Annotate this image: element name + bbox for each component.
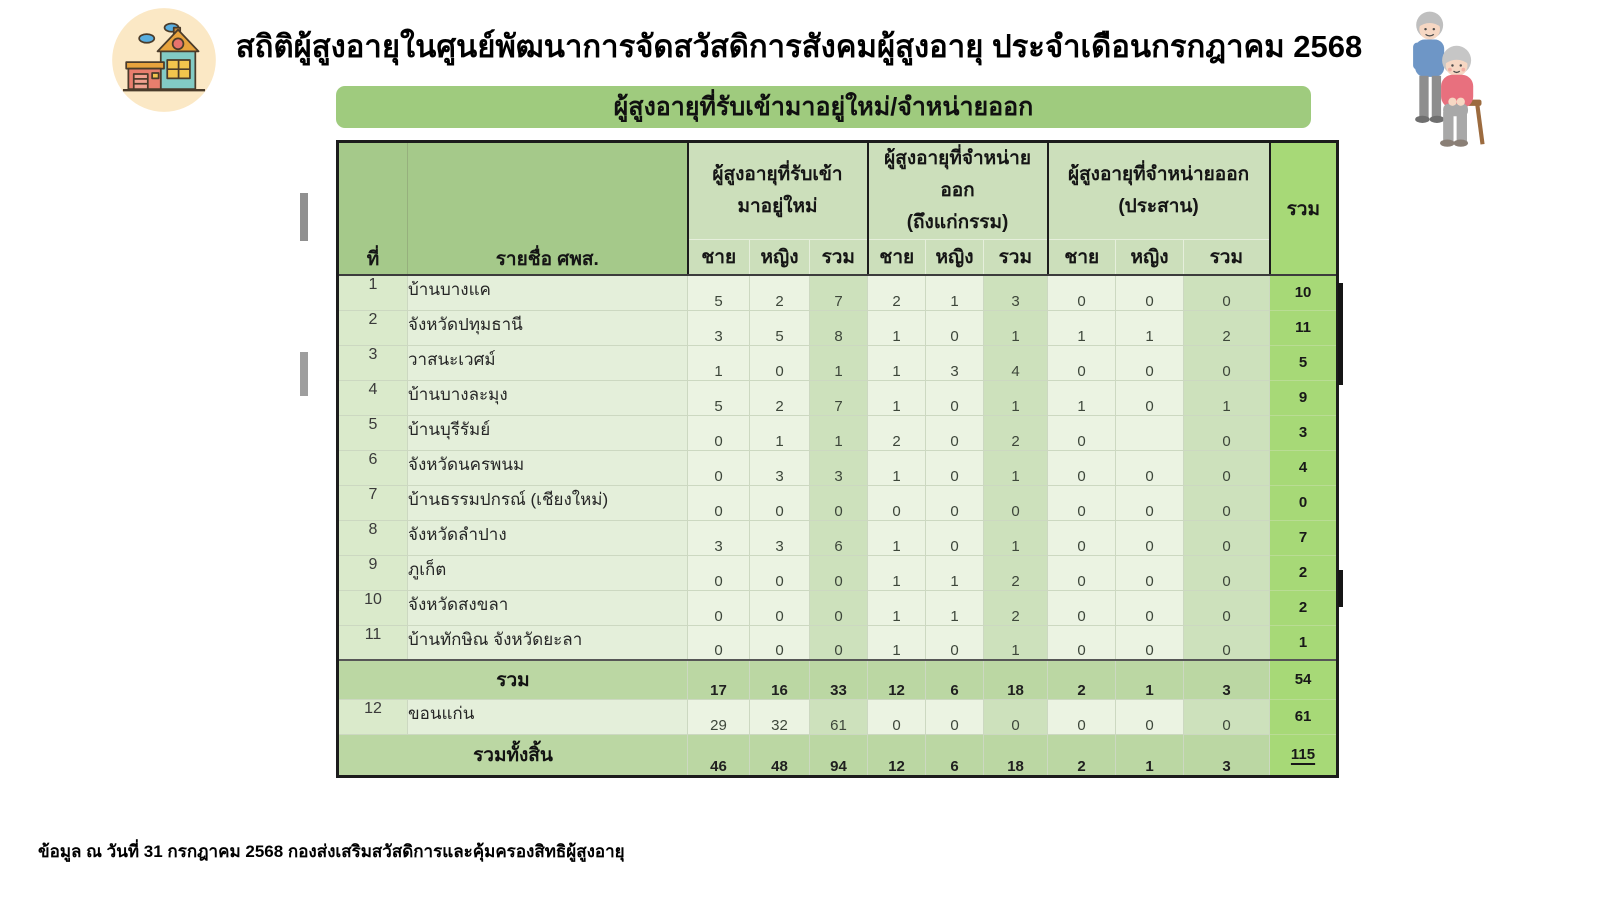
- cell-value: 0: [1184, 345, 1270, 380]
- grand-total-row: [338, 734, 1338, 776]
- cell-value: 0: [688, 590, 750, 625]
- cell-value: 0: [1184, 590, 1270, 625]
- cell-value: 2: [1048, 734, 1116, 776]
- col-header-sum: รวม: [810, 240, 868, 276]
- cell-no: 7: [338, 485, 408, 520]
- cell-value: 0: [1116, 555, 1184, 590]
- edge-artifact-mark: [300, 193, 308, 241]
- cell-value: 17: [688, 660, 750, 699]
- cell-value: 0: [1116, 345, 1184, 380]
- cell-value: 2: [868, 275, 926, 310]
- cell-value: 94: [810, 734, 868, 776]
- cell-value: 0: [1184, 520, 1270, 555]
- cell-value: 61: [810, 699, 868, 734]
- cell-value: 1: [1048, 380, 1116, 415]
- cell-value: 0: [1116, 520, 1184, 555]
- cell-value: 0: [688, 625, 750, 660]
- cell-value: 1: [810, 345, 868, 380]
- cell-center-name: จังหวัดนครพนม: [408, 450, 688, 485]
- cell-value: 8: [810, 310, 868, 345]
- table-row: [338, 555, 1338, 590]
- table-row: [338, 345, 1338, 380]
- cell-no: 11: [338, 625, 408, 660]
- table-row: [338, 380, 1338, 415]
- cell-center-name: ภูเก็ต: [408, 555, 688, 590]
- cell-value: 0: [926, 485, 984, 520]
- cell-value: 5: [688, 380, 750, 415]
- cell-center-name: บ้านทักษิณ จังหวัดยะลา: [408, 625, 688, 660]
- cell-value: 0: [1048, 485, 1116, 520]
- col-header-no: ที่: [338, 142, 408, 276]
- section-banner: [336, 86, 1311, 128]
- cell-value: 4: [984, 345, 1048, 380]
- cell-value: 0: [810, 590, 868, 625]
- cell-row-total: 9: [1270, 380, 1338, 415]
- col-header-female: หญิง: [1116, 240, 1184, 276]
- cell-no: 8: [338, 520, 408, 555]
- edge-artifact-mark: [1338, 570, 1343, 607]
- cell-value: 1: [984, 310, 1048, 345]
- cell-no: 5: [338, 415, 408, 450]
- cell-value: 2: [750, 380, 810, 415]
- cell-value: 0: [1048, 415, 1116, 450]
- cell-row-total: 0: [1270, 485, 1338, 520]
- cell-row-total: 2: [1270, 555, 1338, 590]
- col-header-grand-total: รวม: [1270, 142, 1338, 276]
- table-row: [338, 625, 1338, 660]
- cell-value: 7: [810, 380, 868, 415]
- table-row: [338, 275, 1338, 310]
- cell-row-total: 1: [1270, 625, 1338, 660]
- house-icon: [110, 6, 218, 114]
- cell-row-total: 7: [1270, 520, 1338, 555]
- cell-value: 1: [750, 415, 810, 450]
- cell-row-total: 115: [1270, 734, 1338, 776]
- cell-value: 0: [1048, 699, 1116, 734]
- cell-row-total: 61: [1270, 699, 1338, 734]
- cell-value: 1: [1116, 734, 1184, 776]
- table-row: [338, 485, 1338, 520]
- cell-value: 7: [810, 275, 868, 310]
- group-label-line1: ผู้สูงอายุที่รับเข้า: [712, 164, 843, 185]
- cell-value: 0: [1116, 485, 1184, 520]
- col-header-female: หญิง: [926, 240, 984, 276]
- table-row: [338, 590, 1338, 625]
- cell-no: 6: [338, 450, 408, 485]
- cell-value: 0: [1184, 275, 1270, 310]
- cell-value: 0: [868, 699, 926, 734]
- cell-value: 2: [750, 275, 810, 310]
- cell-value: 0: [750, 625, 810, 660]
- cell-value: 1: [984, 380, 1048, 415]
- cell-row-total: 4: [1270, 450, 1338, 485]
- table-row: [338, 520, 1338, 555]
- table-body: [338, 275, 1338, 776]
- cell-value: 0: [810, 625, 868, 660]
- cell-value: 0: [1184, 450, 1270, 485]
- cell-center-name: บ้านบางละมุง: [408, 380, 688, 415]
- cell-value: 3: [926, 345, 984, 380]
- cell-no: 10: [338, 590, 408, 625]
- cell-value: 0: [750, 345, 810, 380]
- cell-value: 5: [688, 275, 750, 310]
- cell-value: 0: [1048, 450, 1116, 485]
- cell-value: 0: [926, 310, 984, 345]
- cell-value: 0: [688, 450, 750, 485]
- cell-value: 1: [1048, 310, 1116, 345]
- group-label-line1: ผู้สูงอายุที่จำหน่ายออก: [884, 148, 1031, 201]
- cell-value: 0: [688, 555, 750, 590]
- cell-value: 1: [868, 450, 926, 485]
- cell-value: 0: [688, 485, 750, 520]
- cell-value: 0: [926, 699, 984, 734]
- col-header-male: ชาย: [688, 240, 750, 276]
- cell-value: 0: [1048, 590, 1116, 625]
- cell-value: 1: [810, 415, 868, 450]
- cell-value: 1: [868, 380, 926, 415]
- cell-center-name: บ้านบางแค: [408, 275, 688, 310]
- cell-value: 0: [1184, 555, 1270, 590]
- cell-value: 0: [1048, 275, 1116, 310]
- cell-no: 3: [338, 345, 408, 380]
- cell-value: 1: [868, 590, 926, 625]
- cell-center-name: วาสนะเวศม์: [408, 345, 688, 380]
- col-header-male: ชาย: [1048, 240, 1116, 276]
- cell-value: 0: [750, 555, 810, 590]
- col-header-sum: รวม: [1184, 240, 1270, 276]
- col-group-admitted: [688, 142, 868, 240]
- cell-value: 6: [810, 520, 868, 555]
- cell-row-total: 5: [1270, 345, 1338, 380]
- col-header-name: รายชื่อ ศพส.: [408, 142, 688, 276]
- cell-value: 12: [868, 660, 926, 699]
- cell-value: 0: [1048, 625, 1116, 660]
- cell-value: 1: [868, 345, 926, 380]
- cell-value: 2: [984, 590, 1048, 625]
- section-banner-label: ผู้สูงอายุที่รับเข้ามาอยู่ใหม่/จำหน่ายออก: [613, 93, 1034, 121]
- cell-value: 1: [926, 555, 984, 590]
- cell-value: 1: [1116, 660, 1184, 699]
- elderly-couple-icon: [1382, 8, 1496, 154]
- table-row: [338, 450, 1338, 485]
- cell-value: 3: [984, 275, 1048, 310]
- cell-value: 48: [750, 734, 810, 776]
- cell-value: 0: [926, 450, 984, 485]
- cell-value: 0: [926, 625, 984, 660]
- cell-value: 0: [750, 485, 810, 520]
- cell-value: 0: [1184, 485, 1270, 520]
- cell-value: 0: [1184, 699, 1270, 734]
- cell-value: 2: [1048, 660, 1116, 699]
- cell-value: 29: [688, 699, 750, 734]
- subtotal-row: [338, 660, 1338, 699]
- cell-row-total: 54: [1270, 660, 1338, 699]
- group-label-line2: มาอยู่ใหม่: [737, 196, 818, 217]
- cell-value: 1: [868, 520, 926, 555]
- cell-center-name: บ้านบุรีรัมย์: [408, 415, 688, 450]
- cell-value: 0: [1116, 590, 1184, 625]
- cell-value: 0: [926, 520, 984, 555]
- cell-value: 1: [688, 345, 750, 380]
- cell-value: 1: [926, 275, 984, 310]
- cell-value: 2: [1184, 310, 1270, 345]
- cell-value: 3: [688, 520, 750, 555]
- cell-row-total: 2: [1270, 590, 1338, 625]
- cell-value: 46: [688, 734, 750, 776]
- cell-value: 18: [984, 660, 1048, 699]
- cell-value: 1: [926, 590, 984, 625]
- cell-value: 0: [1116, 699, 1184, 734]
- cell-row-total: 10: [1270, 275, 1338, 310]
- cell-no: 12: [338, 699, 408, 734]
- cell-value: 0: [984, 699, 1048, 734]
- cell-value: 0: [1116, 380, 1184, 415]
- cell-value: 0: [810, 555, 868, 590]
- cell-value: 0: [1048, 555, 1116, 590]
- cell-value: 1: [984, 450, 1048, 485]
- cell-row-total: 3: [1270, 415, 1338, 450]
- cell-no: 2: [338, 310, 408, 345]
- cell-value: 2: [984, 555, 1048, 590]
- cell-value: 3: [688, 310, 750, 345]
- cell-value: 1: [868, 310, 926, 345]
- table-header: [338, 142, 1338, 276]
- cell-value: 0: [1116, 625, 1184, 660]
- col-header-sum: รวม: [984, 240, 1048, 276]
- cell-value: 12: [868, 734, 926, 776]
- group-label-line1: ผู้สูงอายุที่จำหน่ายออก: [1067, 164, 1250, 185]
- cell-center-name: จังหวัดปทุมธานี: [408, 310, 688, 345]
- cell-value: 3: [750, 520, 810, 555]
- row-label: รวม: [338, 660, 688, 699]
- cell-value: 0: [1116, 275, 1184, 310]
- cell-value: 16: [750, 660, 810, 699]
- cell-center-name: จังหวัดลำปาง: [408, 520, 688, 555]
- table-row: [338, 699, 1338, 734]
- cell-value: 18: [984, 734, 1048, 776]
- col-group-discharged-coordinated: [1048, 142, 1270, 240]
- group-label-line2: (ถึงแก่กรรม): [906, 212, 1009, 233]
- cell-value: 5: [750, 310, 810, 345]
- cell-no: 9: [338, 555, 408, 590]
- cell-value: 0: [984, 485, 1048, 520]
- cell-value: 32: [750, 699, 810, 734]
- table-row: [338, 415, 1338, 450]
- cell-value: 0: [926, 380, 984, 415]
- cell-no: 1: [338, 275, 408, 310]
- page-title: สถิติผู้สูงอายุในศูนย์พัฒนาการจัดสวัสดิการสังคมผู้สูงอายุ ประจำเดือนกรกฎาคม 2568: [235, 29, 1363, 64]
- cell-value: 6: [926, 660, 984, 699]
- footer-note: ข้อมูล ณ วันที่ 31 กรกฎาคม 2568 กองส่งเสริมสวัสดิการและคุ้มครองสิทธิผู้สูงอายุ: [38, 842, 625, 861]
- cell-value: 1: [1184, 380, 1270, 415]
- col-header-male: ชาย: [868, 240, 926, 276]
- cell-row-total: 11: [1270, 310, 1338, 345]
- cell-center-name: จังหวัดสงขลา: [408, 590, 688, 625]
- cell-value: 0: [1116, 450, 1184, 485]
- col-header-female: หญิง: [750, 240, 810, 276]
- cell-value: 1: [984, 520, 1048, 555]
- cell-no: 4: [338, 380, 408, 415]
- cell-value: 0: [1048, 520, 1116, 555]
- cell-value: 3: [1184, 660, 1270, 699]
- cell-value: 3: [1184, 734, 1270, 776]
- cell-value: 2: [868, 415, 926, 450]
- cell-value: 6: [926, 734, 984, 776]
- cell-value: 1: [984, 625, 1048, 660]
- cell-value: 3: [750, 450, 810, 485]
- cell-center-name: บ้านธรรมปกรณ์ (เชียงใหม่): [408, 485, 688, 520]
- cell-value: 0: [750, 590, 810, 625]
- row-label: รวมทั้งสิ้น: [338, 734, 688, 776]
- table-row: [338, 310, 1338, 345]
- cell-value: 0: [868, 485, 926, 520]
- cell-value: 1: [868, 625, 926, 660]
- cell-value: 0: [688, 415, 750, 450]
- cell-value: [1116, 415, 1184, 450]
- cell-value: 2: [984, 415, 1048, 450]
- cell-value: 1: [1116, 310, 1184, 345]
- cell-value: 0: [1184, 415, 1270, 450]
- cell-value: 3: [810, 450, 868, 485]
- edge-artifact-mark: [1338, 283, 1343, 385]
- col-group-discharged-deceased: [868, 142, 1048, 240]
- group-label-line2: (ประสาน): [1118, 196, 1199, 217]
- cell-value: 0: [926, 415, 984, 450]
- edge-artifact-mark: [300, 352, 308, 396]
- cell-value: 0: [1184, 625, 1270, 660]
- cell-value: 0: [1048, 345, 1116, 380]
- statistics-table: [336, 140, 1339, 778]
- cell-center-name: ขอนแก่น: [408, 699, 688, 734]
- cell-value: 0: [810, 485, 868, 520]
- cell-value: 1: [868, 555, 926, 590]
- cell-value: 33: [810, 660, 868, 699]
